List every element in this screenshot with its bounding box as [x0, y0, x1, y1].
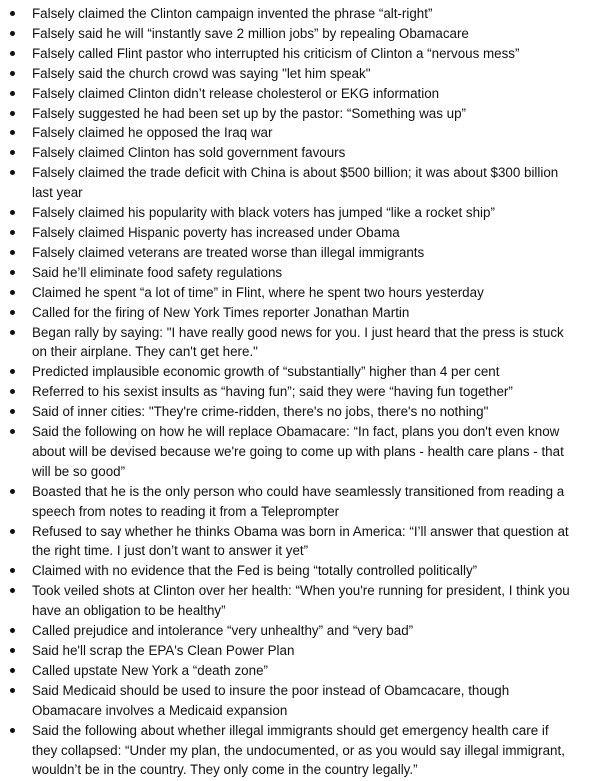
claim-text: Falsely claimed Clinton has sold government favours	[32, 145, 346, 161]
bullet-icon	[10, 150, 15, 155]
claim-text: Said Medicaid should be used to insure the poor instead of Obamcacare, though Obamacare involves a Medicaid expansion	[32, 682, 510, 718]
claim-text: Called for the firing of New York Times reporter Jonathan Martin	[32, 304, 410, 320]
claim-text: Began rally by saying: "I have really good news for you. I just heard that the press is stuck on their airplane. They can't get here."	[32, 324, 564, 360]
claim-list-item	[0, 123, 590, 143]
bullet-icon	[10, 628, 15, 633]
claim-list-item	[0, 64, 590, 84]
claims-document	[0, 4, 590, 780]
claims-list	[0, 4, 590, 780]
claim-list-item	[0, 283, 590, 303]
claim-text: Falsely claimed veterans are treated worse than illegal immigrants	[32, 244, 425, 260]
claim-list-item	[0, 382, 590, 402]
claim-text: Predicted implausible economic growth of “substantially” higher than 4 per cent	[32, 364, 500, 380]
claim-text: Falsely called Flint pastor who interrupted his criticism of Clinton a “nervous mess”	[32, 45, 520, 61]
bullet-icon	[10, 648, 15, 653]
bullet-icon	[10, 668, 15, 673]
claim-text: Falsely claimed Clinton didn’t release cholesterol or EKG information	[32, 85, 440, 101]
bullet-icon	[10, 409, 15, 414]
bullet-icon	[10, 369, 15, 374]
bullet-icon	[10, 71, 15, 76]
bullet-icon	[10, 11, 15, 16]
bullet-icon	[10, 529, 15, 534]
bullet-icon	[10, 330, 15, 335]
claim-list-item	[0, 4, 590, 24]
bullet-icon	[10, 310, 15, 315]
bullet-icon	[10, 568, 15, 573]
bullet-icon	[10, 290, 15, 295]
bullet-icon	[10, 270, 15, 275]
claim-list-item	[0, 303, 590, 323]
claim-list-item	[0, 143, 590, 163]
claim-text: Said the following on how he will replace Obamacare: “In fact, plans you don't even know about will be devised because we're going to come up with plans - health care plans - that will be so good”	[32, 424, 564, 479]
claim-text: Called upstate New York a “death zone”	[32, 662, 268, 678]
claim-list-item	[0, 721, 590, 781]
claim-list-item	[0, 561, 590, 581]
bullet-icon	[10, 429, 15, 434]
bullet-icon	[10, 51, 15, 56]
claim-list-item	[0, 203, 590, 223]
claim-text: Falsely claimed the Clinton campaign invented the phrase “alt-right”	[32, 6, 433, 21]
claim-list-item	[0, 84, 590, 104]
claim-text: Falsely claimed he opposed the Iraq war	[32, 125, 273, 141]
claim-list-item	[0, 482, 590, 522]
bullet-icon	[10, 489, 15, 494]
claim-list-item	[0, 223, 590, 243]
claim-list-item	[0, 263, 590, 283]
claim-text: Said he'll scrap the EPA's Clean Power Plan	[32, 643, 295, 658]
bullet-icon	[10, 111, 15, 116]
claim-list-item	[0, 422, 590, 482]
claim-text: Falsely said the church crowd was saying "let him speak"	[32, 65, 371, 81]
claim-list-item	[0, 581, 590, 621]
claim-list-item	[0, 661, 590, 681]
claim-text: Said of inner cities: "They're crime-ridden, there's no jobs, there's no nothing"	[32, 404, 489, 420]
claim-text: Falsely claimed the trade deficit with China is about $500 billion; it was about $300 billion last year	[32, 165, 559, 201]
claim-text: Falsely suggested he had been set up by the pastor: “Something was up”	[32, 105, 466, 121]
claim-text: Took veiled shots at Clinton over her health: “When you're running for president, I think you have an obligation to be healthy”	[32, 583, 570, 619]
claim-list-item	[0, 243, 590, 263]
bullet-icon	[10, 230, 15, 235]
claim-text: Claimed he spent “a lot of time” in Flint, where he spent two hours yesterday	[32, 284, 484, 300]
bullet-icon	[10, 170, 15, 175]
bullet-icon	[10, 31, 15, 36]
bullet-icon	[10, 91, 15, 96]
claim-list-item	[0, 24, 590, 44]
claim-text: Claimed with no evidence that the Fed is being “totally controlled politically”	[32, 563, 478, 579]
claim-list-item	[0, 104, 590, 124]
bullet-icon	[10, 130, 15, 135]
claim-text: Boasted that he is the only person who could have seamlessly transitioned from reading a speech from notes to reading it from a Teleprompter	[32, 483, 565, 519]
claim-text: Falsely claimed Hispanic poverty has increased under Obama	[32, 224, 400, 240]
claim-text: Said he’ll eliminate food safety regulations	[32, 264, 283, 280]
claim-list-item	[0, 362, 590, 382]
claim-list-item	[0, 681, 590, 721]
claim-text: Called prejudice and intolerance “very unhealthy” and “very bad”	[32, 623, 414, 639]
bullet-icon	[10, 588, 15, 593]
claim-text: Refused to say whether he thinks Obama was born in America: “I’ll answer that question at the right time. I just don’t want to answer it yet”	[32, 523, 569, 559]
bullet-icon	[10, 389, 15, 394]
bullet-icon	[10, 688, 15, 693]
claim-list-item	[0, 402, 590, 422]
bullet-icon	[10, 210, 15, 215]
bullet-icon	[10, 728, 15, 733]
claim-list-item	[0, 163, 590, 203]
claim-text: Falsely said he will “instantly save 2 million jobs” by repealing Obamacare	[32, 25, 469, 41]
claim-text: Falsely claimed his popularity with black voters has jumped “like a rocket ship”	[32, 205, 495, 221]
claim-list-item	[0, 641, 590, 661]
bullet-icon	[10, 250, 15, 255]
claim-text: Referred to his sexist insults as “having fun”; said they were “having fun together”	[32, 384, 513, 400]
claim-list-item	[0, 522, 590, 562]
claim-text: Said the following about whether illegal immigrants should get emergency health care if they collapsed: “Under my plan, the undocumented, or as you would say illegal immigrant, wouldn’t be in the country. They only come in the country legally.”	[32, 722, 565, 778]
claim-list-item	[0, 44, 590, 64]
claim-list-item	[0, 621, 590, 641]
claim-list-item	[0, 323, 590, 363]
